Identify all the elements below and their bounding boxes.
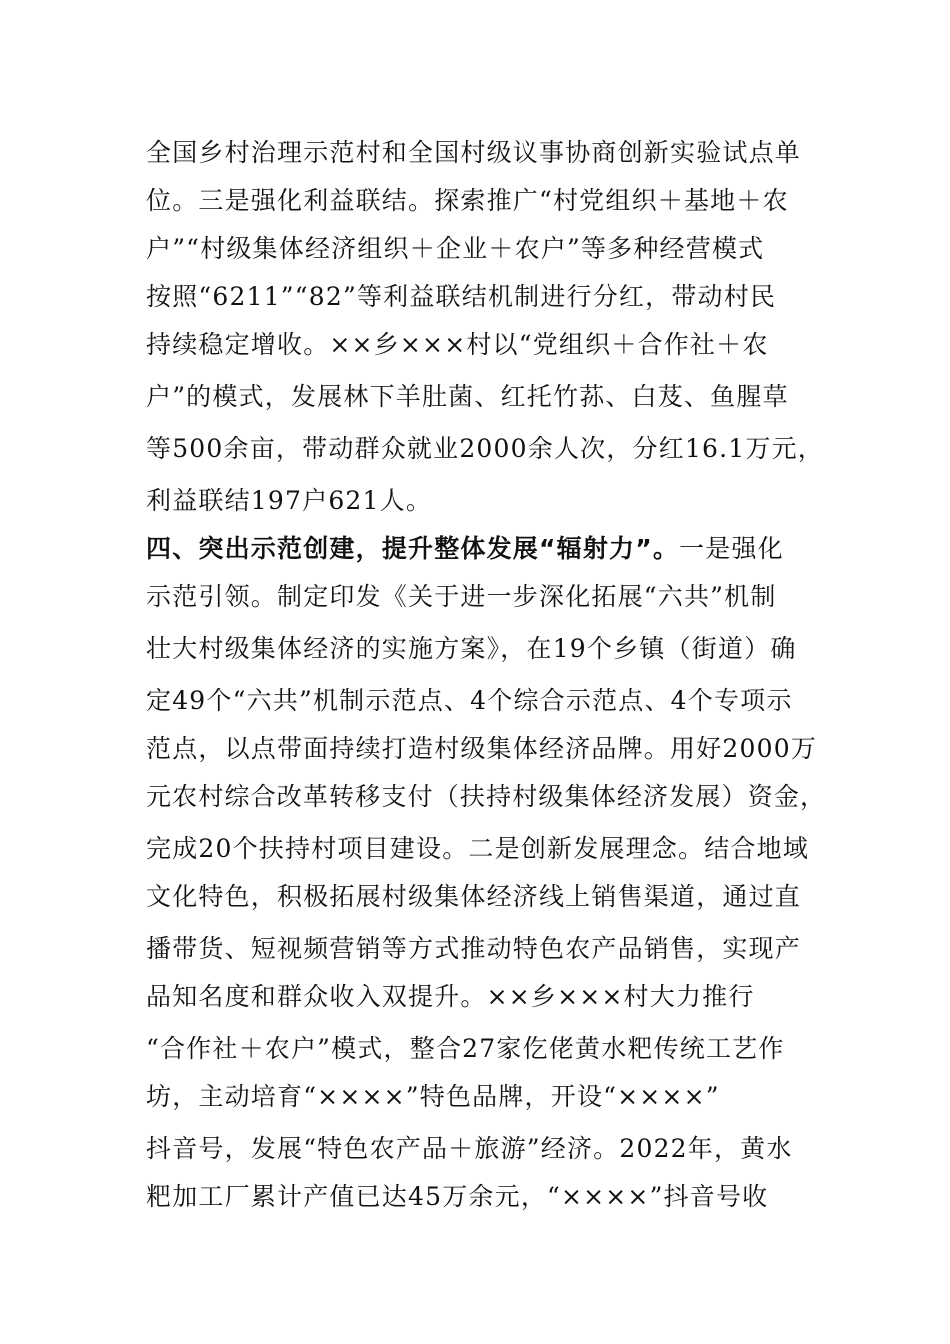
heading-continuation: 一是强化 (679, 534, 784, 563)
section-heading: 四、突出示范创建，提升整体发展“辐射力”。 (146, 534, 680, 563)
text-line: 定49个“六共”机制示范点、4个综合示范点、4个专项示 (146, 686, 793, 715)
text-line: 完成20个扶持村项目建设。二是创新发展理念。结合地域 (146, 834, 810, 863)
text-line: 持续稳定增收。××乡×××村以“党组织＋合作社＋农 (146, 330, 769, 359)
text-line: 播带货、短视频营销等方式推动特色农产品销售，实现产 (146, 934, 802, 963)
text-line: 范点，以点带面持续打造村级集体经济品牌。用好2000万 (146, 734, 818, 763)
text-line: 户”“村级集体经济组织＋企业＋农户”等多种经营模式 (146, 234, 765, 263)
text-line: 户”的模式，发展林下羊肚菌、红托竹荪、白芨、鱼腥草 (146, 382, 789, 411)
text-line: 按照“6211”“82”等利益联结机制进行分红，带动村民 (146, 282, 777, 311)
text-line: 文化特色，积极拓展村级集体经济线上销售渠道，通过直 (146, 882, 802, 911)
text-line: 坊，主动培育“××××”特色品牌，开设“××××” (146, 1082, 720, 1111)
text-line: 品知名度和群众收入双提升。××乡×××村大力推行 (146, 982, 755, 1011)
text-line: 粑加工厂累计产值已达45万余元，“××××”抖音号收 (146, 1182, 769, 1211)
text-line: “合作社＋农户”模式，整合27家仡佬黄水粑传统工艺作 (146, 1034, 785, 1063)
section-heading-line (146, 529, 826, 569)
text-line: 位。三是强化利益联结。探索推广“村党组织＋基地＋农 (146, 186, 789, 215)
text-line: 抖音号，发展“特色农产品＋旅游”经济。2022年，黄水 (146, 1134, 793, 1163)
text-line: 壮大村级集体经济的实施方案》，在19个乡镇（街道）确 (146, 634, 797, 663)
text-line: 示范引领。制定印发《关于进一步深化拓展“六共”机制 (146, 582, 777, 611)
text-line: 元农村综合改革转移支付（扶持村级集体经济发展）资金， (146, 782, 827, 811)
text-line: 利益联结197户621人。 (146, 486, 433, 515)
text-line: 等500余亩，带动群众就业2000余人次，分红16.1万元， (146, 434, 825, 463)
text-line: 全国乡村治理示范村和全国村级议事协商创新实验试点单 (146, 138, 802, 167)
